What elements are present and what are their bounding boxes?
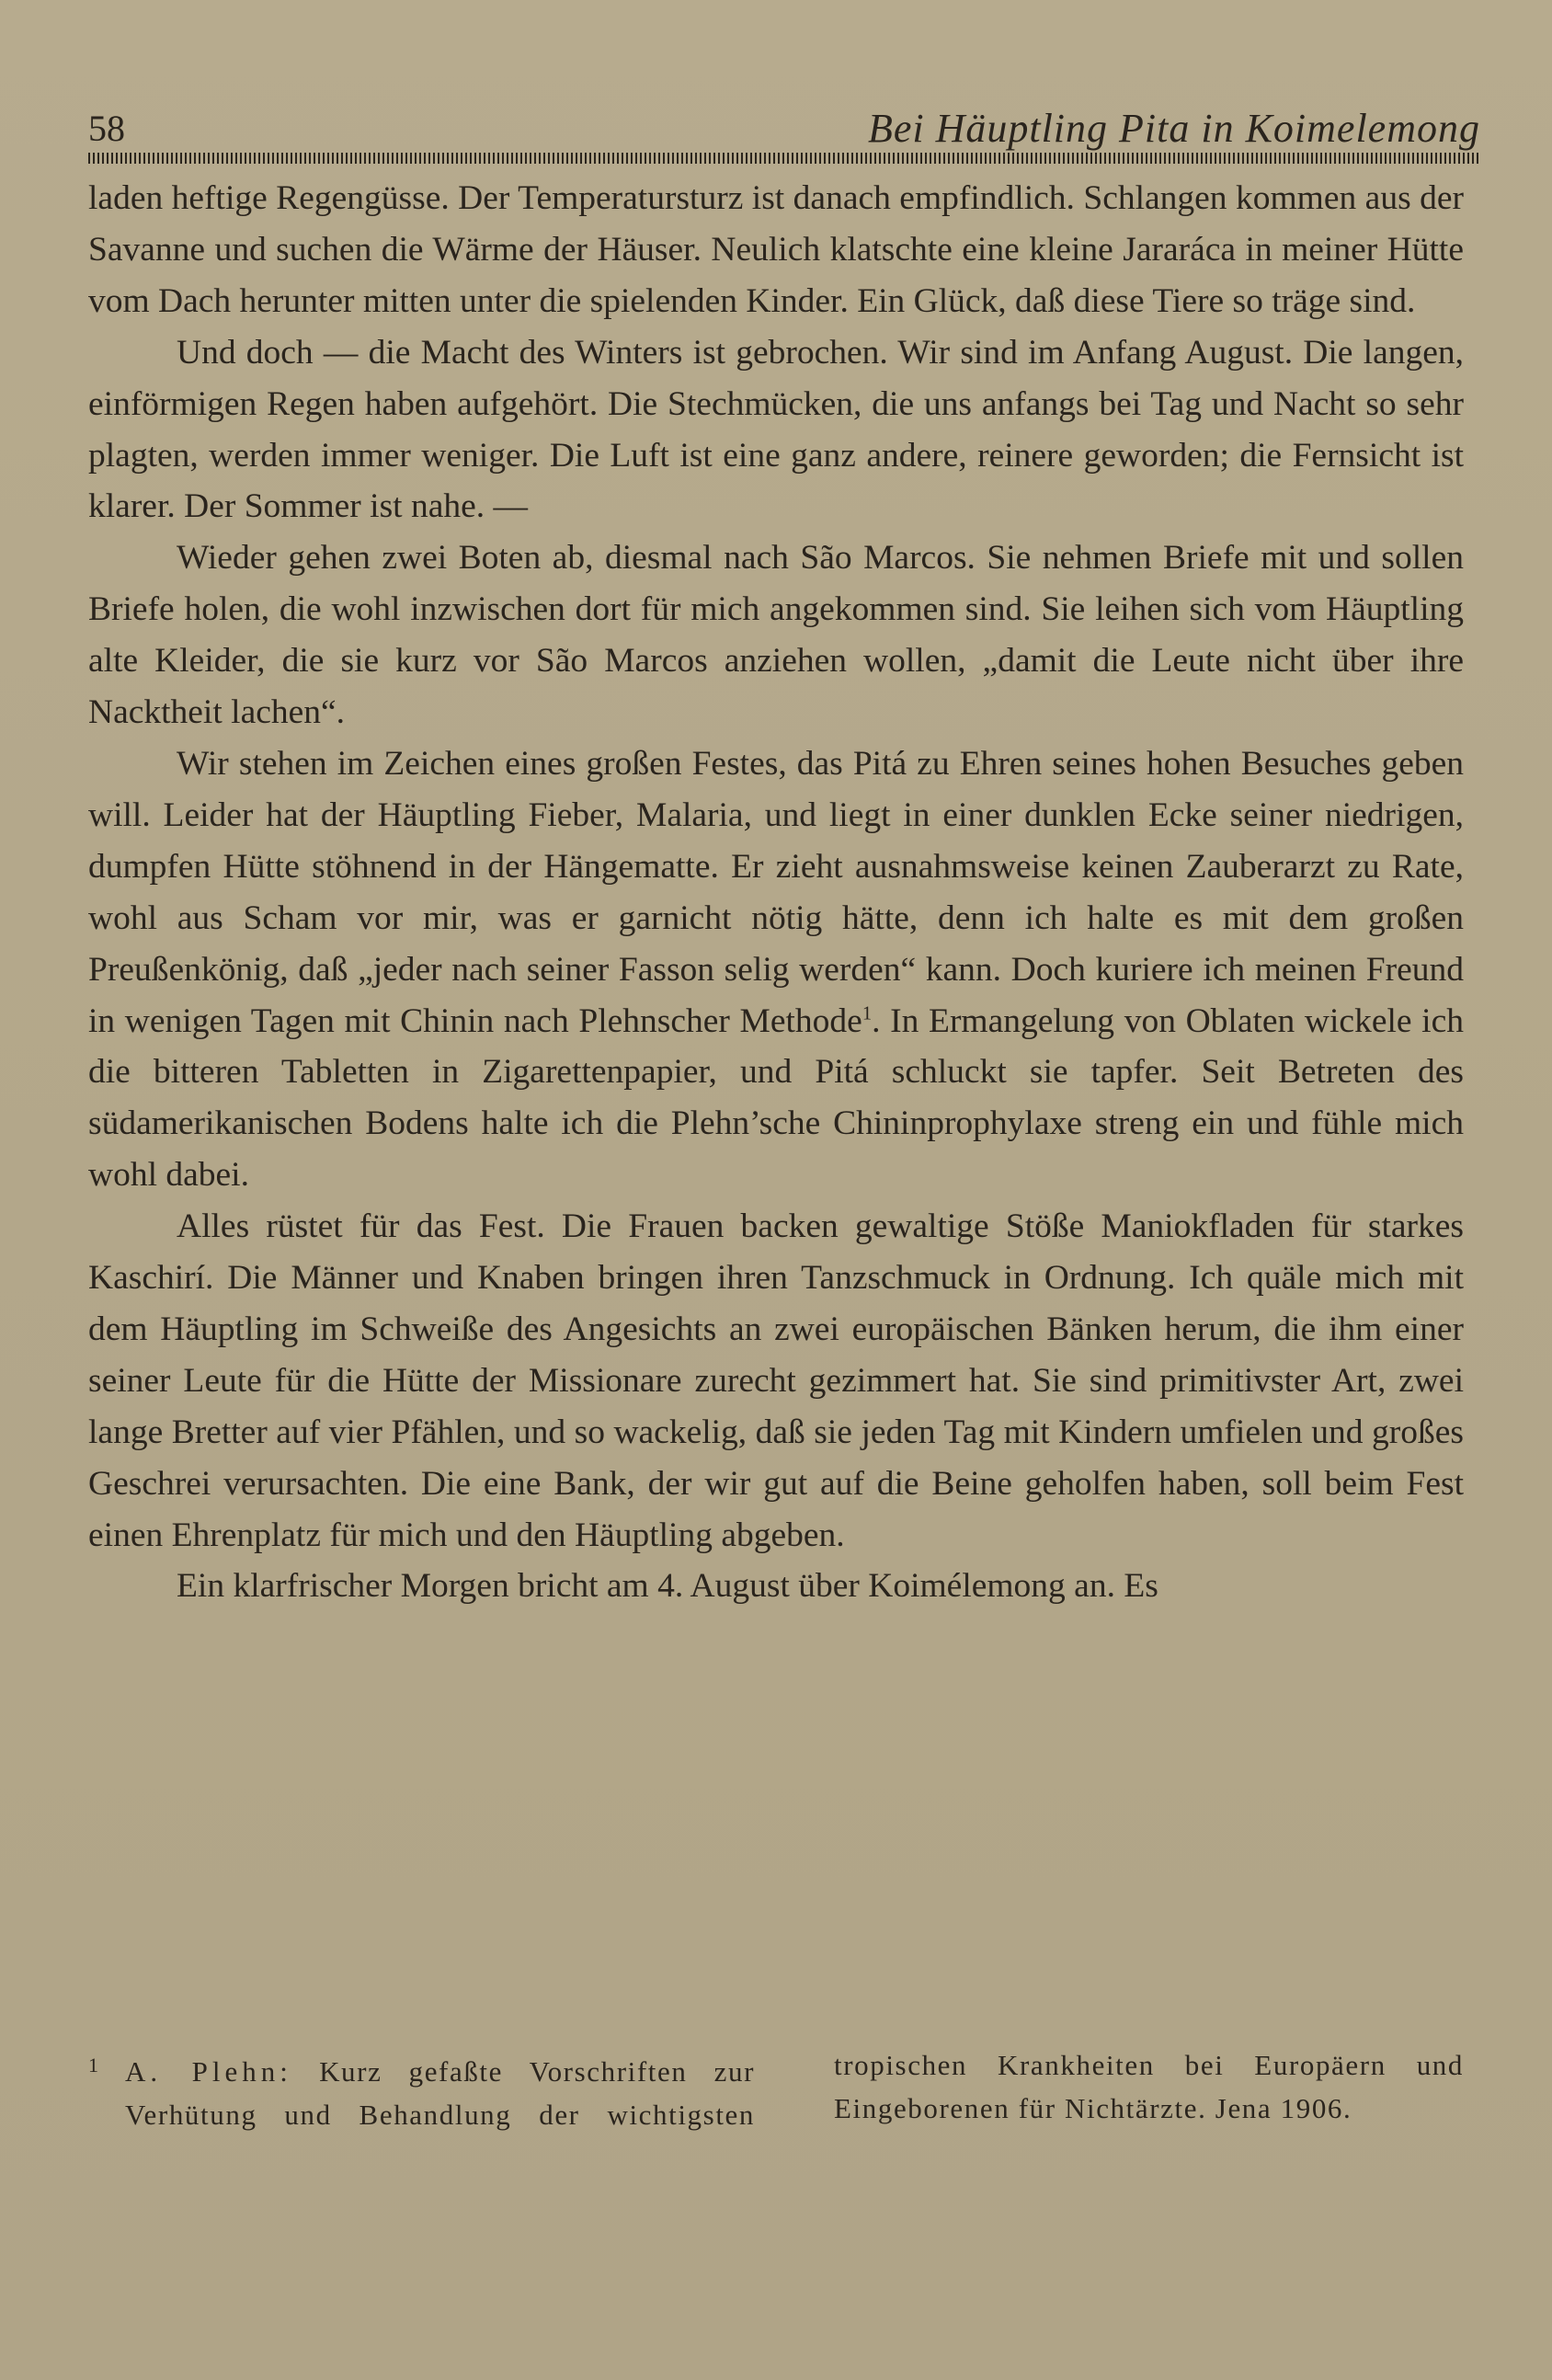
paragraph: Und doch — die Macht des Winters ist gebrochen. Wir sind im Anfang August. Die langen, einförmigen Regen haben aufgehört. Die Stechmücken, die uns anfangs bei Tag und Nacht so sehr plagten, werden immer weniger. Die Luft ist eine ganz andere, reinere geworden; die Fernsicht ist klarer. Der Sommer ist nahe. — (88, 333, 1464, 526)
page-header (88, 101, 1480, 156)
paragraph: Ein klarfrischer Morgen bricht am 4. August über Koimélemong an. Es (177, 1567, 1158, 1606)
paragraph: Wieder gehen zwei Boten ab, diesmal nach São Marcos. Sie nehmen Briefe mit und sollen Briefe holen, die wohl inzwischen dort für mich angekommen sind. Sie leihen sich vom Häuptling alte Kleider, die sie kurz vor São Marcos anziehen wollen, „damit die Leute nicht über ihre Nacktheit lachen“. (88, 539, 1464, 732)
paragraph: Alles rüstet für das Fest. Die Frauen backen gewaltige Stöße Maniokfladen für starkes Kaschirí. Die Männer und Knaben bringen ihren Tanzschmuck in Ordnung. Ich quäle mich mit dem Häuptling im Schweiße des Angesichts an zwei europäischen Bänken herum, die ihm einer seiner Leute für die Hütte der Missionare zurecht gezimmert hat. Sie sind primitivster Art, zwei lange Bretter auf vier Pfählen, und so wackelig, daß sie jeden Tag mit Kindern umfielen und großes Geschrei verursachten. Die eine Bank, der wir gut auf die Beine geholfen haben, soll beim Fest einen Ehrenplatz für mich und den Häuptling abgeben. (88, 1207, 1464, 1554)
body-text (88, 173, 1464, 1612)
running-title: Bei Häuptling Pita in Koimelemong (867, 106, 1480, 151)
paragraph (88, 738, 1464, 1201)
footnote (88, 2043, 1464, 2136)
footnote-text (88, 2043, 1464, 2136)
header-rule (88, 153, 1480, 164)
paragraph-text: . In Ermangelung von Oblaten wickele ich die bitteren Tabletten in Zigarettenpapier, und Pitá schluckt sie tapfer. Seit Betreten des südamerikanischen Bodens halte ich die Plehn’sche Chininprophylaxe streng ein und fühle mich wohl dabei. (88, 1001, 1464, 1195)
page-number: 58 (88, 108, 125, 149)
paragraph-continued: laden heftige Regengüsse. Der Temperatursturz ist danach empfindlich. Schlangen kommen aus der Savanne und suchen die Wärme der Häuser. Neulich klatschte eine kleine Jararáca in meiner Hütte vom Dach herunter mitten unter die spielenden Kinder. Ein Glück, daß diese Tiere so träge sind. (88, 179, 1464, 320)
footnote-reference: 1 (862, 1003, 873, 1024)
footnote-body: Kurz gefaßte Vorschriften zur Verhütung und Behandlung der wichtigsten tropischen Krankheiten bei Europäern und Eingeborenen für Nichtärzte. Jena 1906. (125, 2049, 1464, 2131)
footnote-author: A. Plehn: (125, 2055, 292, 2088)
paragraph-text: Wir stehen im Zeichen eines großen Festes, das Pitá zu Ehren seines hohen Besuches geben will. Leider hat der Häuptling Fieber, Malaria, und liegt in einer dunklen Ecke seiner niedrigen, dumpfen Hütte stöhnend in der Hängematte. Er zieht ausnahmsweise keinen Zauberarzt zu Rate, wohl aus Scham vor mir, was er garnicht nötig hätte, denn ich halte es mit dem großen Preußenkönig, daß „jeder nach seiner Fasson selig werden“ kann. Doch kuriere ich meinen Freund in wenigen Tagen mit Chinin nach Plehnscher Methode (88, 744, 1464, 1040)
footnote-mark: 1 (88, 2054, 100, 2077)
